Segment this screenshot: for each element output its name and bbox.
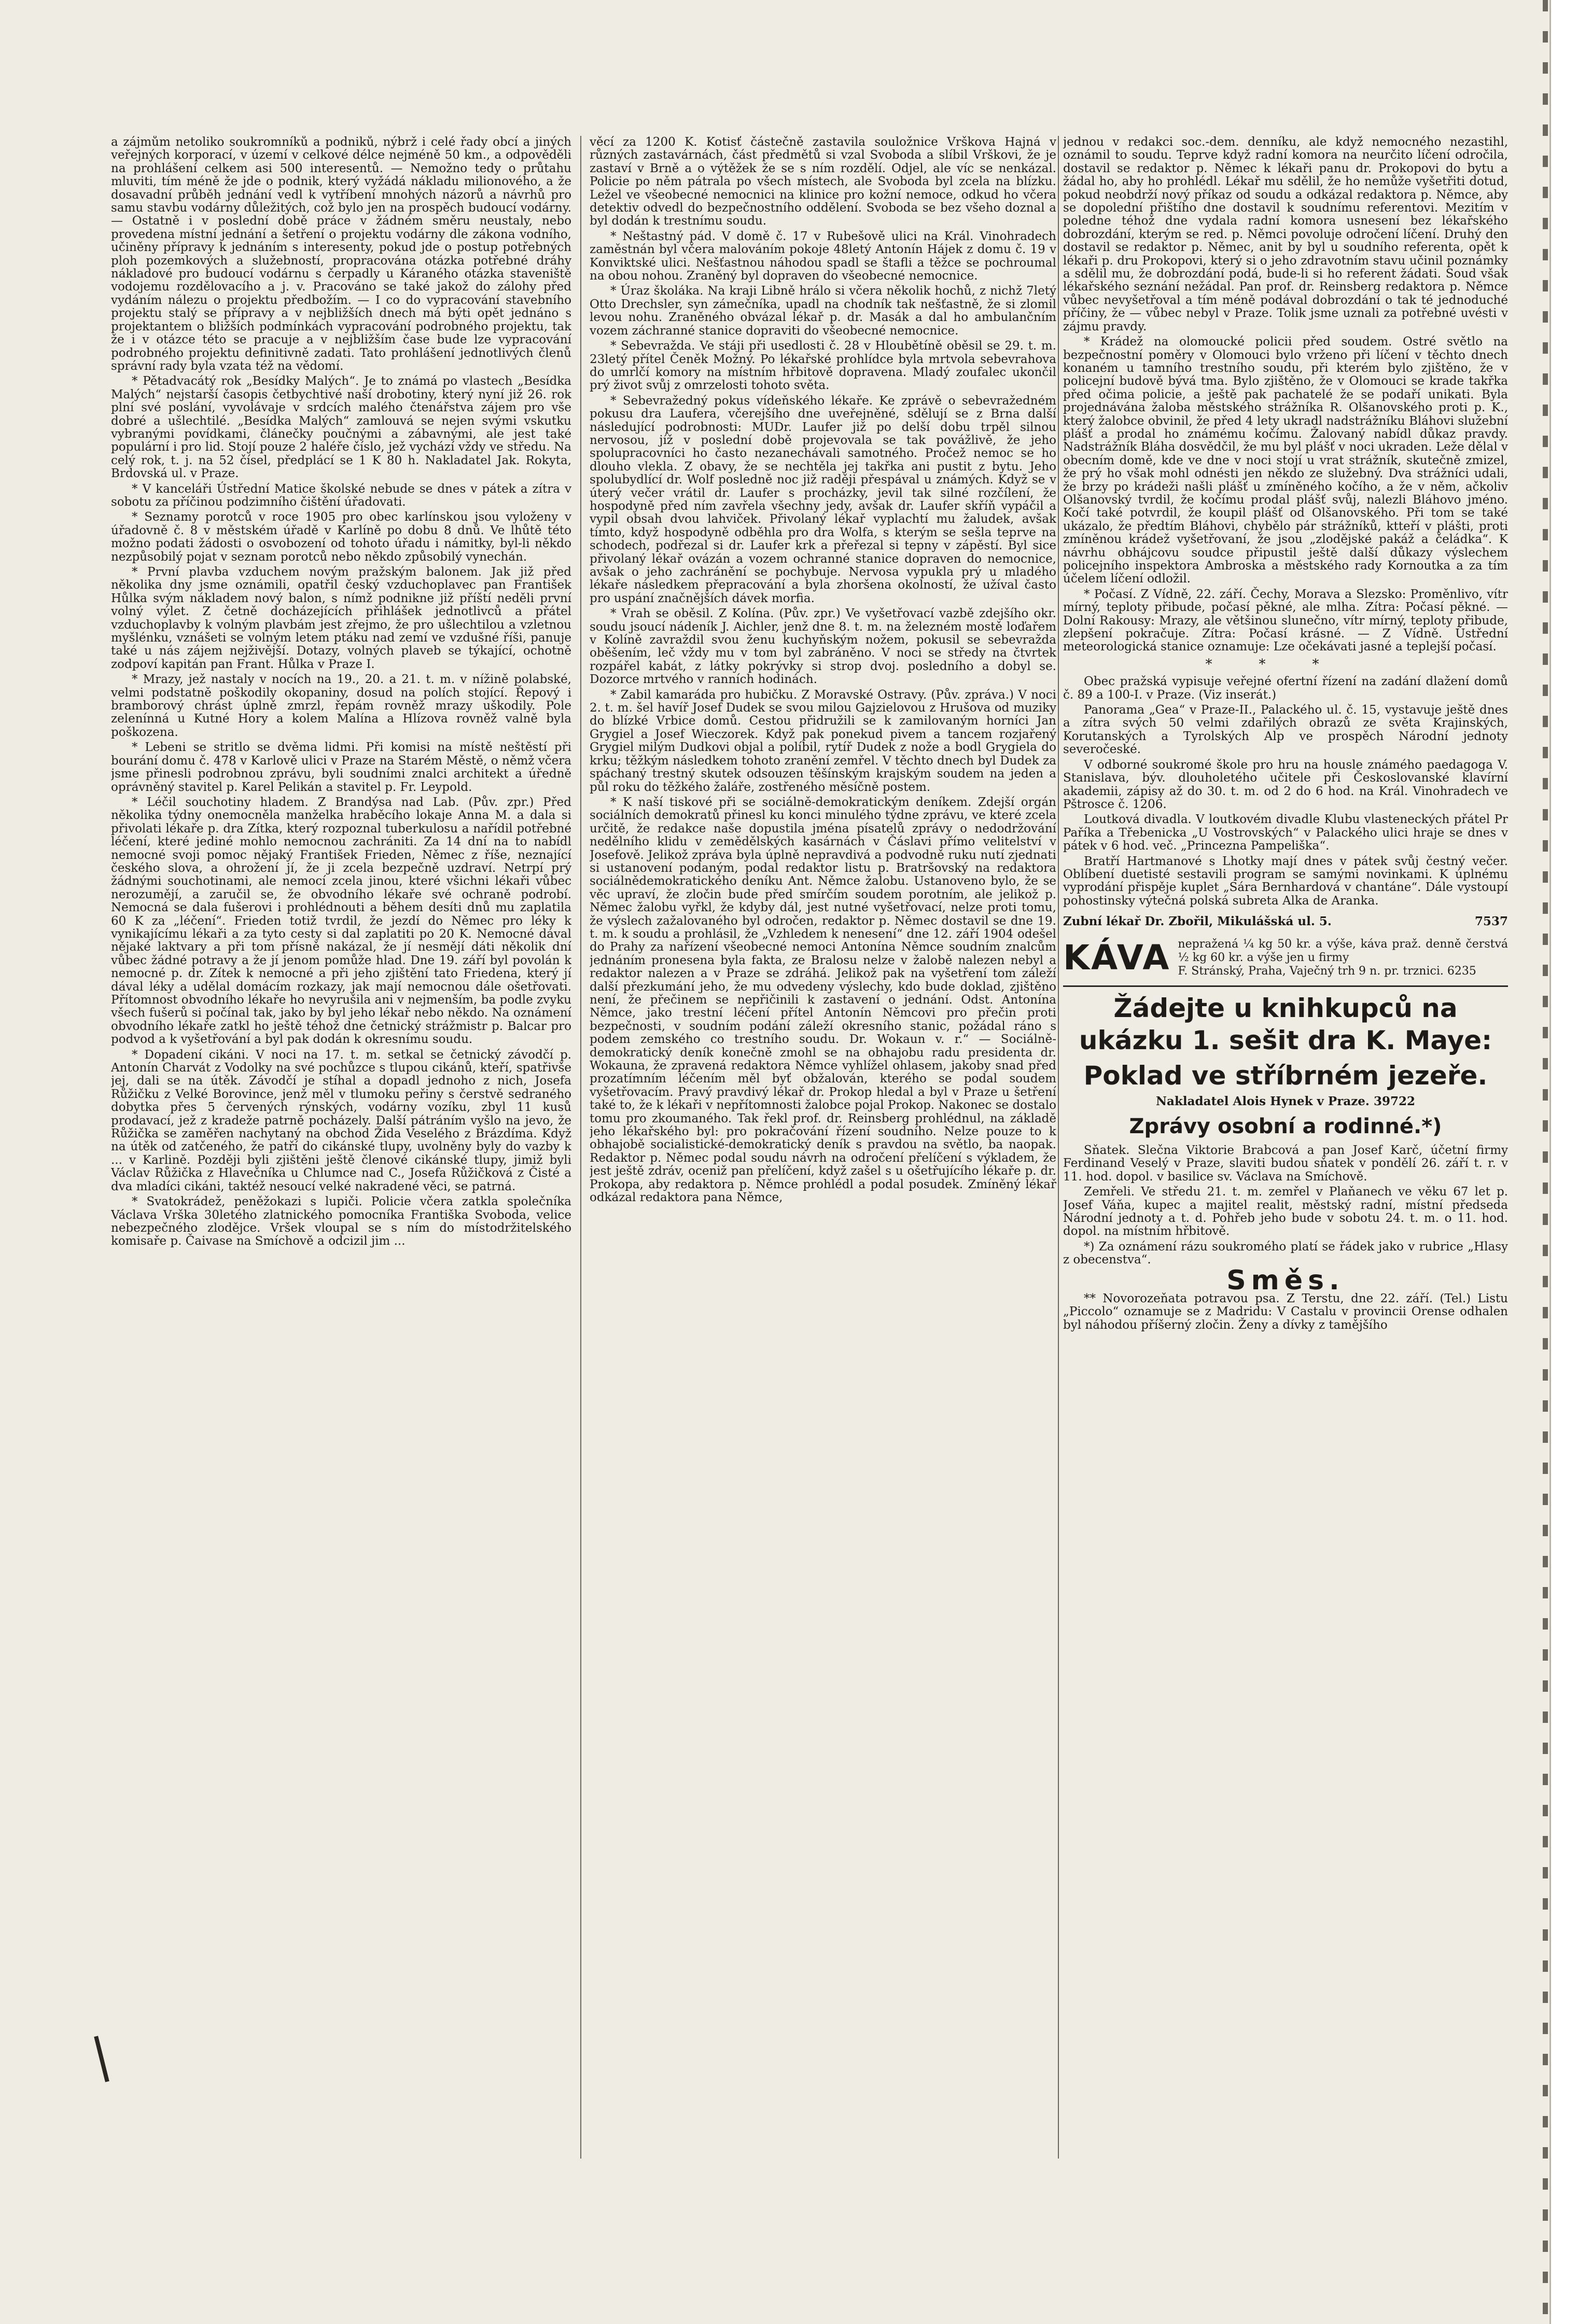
section-smes-title: Směs. [1226,1264,1345,1296]
article-tiskova-pre: * K naší tiskové při se sociálně-demokratickým deníkem. Zdejší orgán sociálních demokratů přinesl ku konci minulého týdne zprávu, ve které zcela určitě, že redakce naše dopustila jména písatelů zprávy o nedodržování nedělního klidu v zemědělských kasárnách v Čáslavi přímo velitelství v Josefově. Jelikož zpráva byla úplně nepravdivá a podvodně ruku nutí zjednati si ustanovení podaným, podal redaktor listu p. Bratršovský na redaktora sociálnědemokratického deníku Ant. Němce žalobu. Ustanoveno bylo, že se věc upraví, že zločin bude před smírčím soudem porotním, ale jelikož p. Němec žalobu vyřkl, že kdyby dál, jest nutné vyšetřovací, nelze proti tomu, že výslech zažalovaného byl odročen, redaktor p. Němec dostavil se dne 19. t. m. k soudu a prohlásil, že „Vzhledem k nenesení“ dne 12. září 1904 odešel do Prahy za nařízení všeobecné nemoci Antonína Němce soudním znalcům jednáním pronesena byla fakta, ze Bralosu nelze v žalobě nalezen nebyl a redaktor nalezen a v Praze se zdráhá. Jelikož pak na vyšetření tom záleží další přezkumání jeho, že mu odvedeny výslechy, kdo bude doklad, zjištěno není, že přečinem se nepřičinili k zastavení o jednání. Odst. Antonína Němce, jako trestní léčení přítel Antonín Němcovi pro přečin proti bezpečnosti, v soudním podání záleží okresního stanic, požádal ráno s podem zemského co trestního soudu. Dr. Wokaun v. r.“ — Sociálně-demokratický deník konečně zmohl se na obhajobu radu presidenta dr. Wokauna, že zpravená redaktora Němce vyhlížel ohlasem, jakoby snad před prozatímním léčením měl byť obžalován, kterého se podal soudem vyšetřovacím. Pravý pravdivý lékař dr. Prokop hledal a byl v Praze u šetření také to, že k lékaři v nepřítomnosti žalobce pojal Prokop. Nakonec se dostalo tomu pro zkoumaného. Tak řekl prof. dr. Reinsberg prohlédnul, na základě jeho lékařského byl: pro pokračování řízení soudního. Nelze pouze to k obhajobě socialistické-demokratický deník s pravdou na světlo, ba naopak. Redaktor p. Němec podal soudu návrh na odročení přelíčení s výkladem, že jest ještě zdráv, oceniž pan přelíčení, když zašel s u ošetřujícího lékaře p. dr. Prokopa, aby redaktora p. Němce prohlédl a podal posudek. Zmíněný lékař odkázal redaktora pana Němce, [590,795,1056,1205]
article-svatokradez: * Svatokrádež, peněžokazi s lupiči. Policie včera zatkla společníka Václava Vrška 30letého zlatnického pomocníka Františka Svoboda, velice nebezpečného zlodějce. Vršek vloupal se s ním do místodržitelského komisaře p. Čaivase na Smíchově a odcizil jim ... [111,1195,571,1248]
notice-snatek: Sňatek. Slečna Viktorie Brabcová a pan Josef Karč, účetní firmy Ferdinand Veselý v Praze, slaviti budou sňatek v pondělí 26. září t. r. v 11. hod. dopol. v basilice sv. Václava na Smíchově. [1063,1143,1508,1184]
article-vrah: * Vrah se oběsil. Z Kolína. (Pův. zpr.) Ve vyšetřovací vazbě zdejšího okr. soudu jsoucí nádeník J. Aichler, jenž dne 8. t. m. na železném mostě loďařem v Kolíně zavraždil svou ženu kuchyňským nožem, pokusil se sebevražda oběšením, leč vždy mu v tom byl zabráněno. V noci se středy na čtvrtek rozpářel kabát, z látky pokrývky si strop dvoj. posledního a dobyl se. Dozorce mrtvého v ranních hodinách. [590,607,1056,687]
article-text: a zájmům netoliko soukromníků a podniků, nýbrž i celé řady obcí a jiných veřejných korporací, v území v celkové délce nejméně 50 km., a odpověděli na prohlášení celkem asi 500 interesentů. — Nemožno tedy o průtahu mluviti, tím méně že jde o podnik, který vyžádá nákladu milionového, a že dosavadní průběh jednání vedl k vytříbení mnohých názorů a návrhů pro samu stavbu vodárny důležitých, což bylo jen na prospěch budoucí vodárny. — Ostatně i v poslední době práce v žádném směru neustaly, nebo provedena místní jednání a šetření o projektu vodárny dle zákona vodního, učiněny přípravy k jednáním s interesenty, pokud jde o postup potřebných ploh pozemkových a služebností, propracována otázka potřebné dráhy nákladové pro budoucí vodárnu s čerpadly u Káraného otázka staveniště vodojemu rozdělovacího a j. v. Pracováno se také jakož do zálohy před vydáním nálezu o projektu předbožím. — I co do vypracování stavebního projektu stalý se přípravy a v nejbližších dnech má býti opět jednáno s projektantem o bližších podmínkách vypracování podrobného projektu, tak že i v otázce této se pracuje a v nejbližším čase bude lze vypracování podrobného projektu definitivně zadati. Tato prohlášení jednotlivých členů správní rady byla vzata též na vědomí. [111,136,571,373]
notice-zemreli: Zemřeli. Ve středu 21. t. m. zemřel v Plaňanech ve věku 67 let p. Josef Váňa, kupec a majitel realit, městský radní, místní předseda Národní jednoty a t. d. Pohřeb jeho bude v sobotu 24. t. m. o 11. hod. dopol. na místním hřbitově. [1063,1185,1508,1238]
ad-kava-line1: nepražená ¼ kg 50 kr. a výše, káva praž. denně čerstvá ½ kg 60 kr. a výše jen u firmy [1178,937,1508,964]
article-matice: * V kanceláři Ústřední Matice školské nebude se dnes v pátek a zítra v sobotu za příčinou podzimního čištění úřadovati. [111,482,571,509]
article-pocasi: * Počasí. Z Vídně, 22. září. Čechy, Morava a Slezsko: Proměnlivo, vítr mírný, teploty přibude, počasí pěkné, ale mlha. Zítra: Počasí pěkné. — Dolní Rakousy: Mrazy, ale většinou slunečno, vítr mírný, teploty přibude, zlepšení pokračuje. Zítra: Počasí krásné. — Z Vídně. Ústřední meteorologická stanice oznamuje: Lze očekávati jasné a teplejší počasí. [1063,587,1508,654]
article-souchotiny: * Léčil souchotiny hladem. Z Brandýsa nad Lab. (Pův. zpr.) Před několika týdny onemocněla manželka hraběcího lokaje Anna M. a dala si přivolati lékaře p. dra Zítka, který rozpoznal tuberkulosu a nařídil potřebné léčení, které jediné mohlo nemocnou zachrániti. Za 14 dní na to nabídl nemocné svoji pomoc nějaký František Frieden, Němec z říše, neznající českého slova, a ohrožení jí, že ji zcela bezpečně uzdraví. Netrpí prý žádnými souchotinami, ale nemocí zcela jinou, které všichni lékaři vůbec nerozumějí, a zaručil se, že obvodního lékaře své ochraně podrobí. Nemocná se dala fušerovi i prohlédnouti a během desíti dnů mu zaplatila 60 K za „léčení“. Frieden totiž tvrdil, že jezdí do Němec pro léky k vynikajícímu lékaři a za tyto cesty si dal zaplatiti po 20 K. Nemocné dával nějaké laktvary a při tom přísně nakázal, že jí nesmějí dáti několik dní vůbec žádné potravy a že jí jenom pomůže hlad. Dne 19. září byl povolán k nemocné p. dr. Zítek k nemocné a při jeho zjištění tato Friedena, který jí dával léky a udělal domácím rozkazy, jak mají nemocnou dále ošetřovati. Přítomnost obvodního lékaře ho nevyrušila ani v nejmenším, ba podle zvyku všech fušerů si počínal tak, jako by byl jeho lékař nebo někdo. Na oznámení obvodního lékaře zatkl ho ještě téhož dne četnický strážmistr p. Balcar pro podvod a k vyšetřování a byl pak dodán k okresnímu soudu. [111,795,571,1047]
footnote: *) Za oznámení rázu soukromého platí se řádek jako v rubrice „Hlasy z obecenstva“. [1063,1240,1508,1267]
column-divider [1058,136,1059,2159]
column-2 [590,136,1056,2159]
margin-mark [94,2036,109,2082]
ad-zubni-lekar [1063,915,1508,928]
column-3 [1063,136,1508,2159]
notice-housle: V odborné soukromé škole pro hru na housle známého paedagoga V. Stanislava, býv. dlouholetého učitele při Českoslovanské klavírní akademii, zápisy až do 30. t. m. od 2 do 6 hod. na Král. Vinohradech ve Pštrosce č. 1206. [1063,758,1508,811]
article-text: věcí za 1200 K. Kotisť částečně zastavila souložnice Vrškova Hajná v různých zastavárnách, část předmětů si vzal Svoboda a slíbil Vrškovi, že je zastaví v Brně a o výtěžek že se s ním rozdělí. Odjel, ale víc se nenkázal. Policie po něm pátrala po všech místech, ale Svoboda byl zcela na blízku. Ležel ve všeobecné nemocnici na klinice pro kožní nemoce, odkud ho včera detektiv odvedl do bezpečnostního oddělení. Svoboda se bez všeho doznal a byl dodán k trestnímu soudu. [590,136,1056,228]
section-osobni-title: Zprávy osobní a rodinné.*) [1129,1114,1442,1138]
ad-zubni-num: 7537 [1474,914,1508,929]
article-pad: * Neštastný pád. V domě č. 17 v Rubešově ulici na Král. Vinohradech zaměstnán byl včera malováním pokoje 48letý Antonín Hájek z domu č. 19 v Konviktské ulici. Nešťastnou náhodou spadl se štafli a těžce se pochroumal na obou nohou. Zraněný byl dopraven do všeobecné nemocnice. [590,229,1056,283]
ad-karl-line1: Žádejte u knihkupců na ukázku 1. sešit dra K. Maye: [1079,993,1492,1055]
page-edge [1549,0,1578,2324]
article-mrazy: * Mrazy, jež nastaly v nocích na 19., 20. a 21. t. m. v nížině polabské, velmi podstatně poškodily okopaniny, dosud na polích stojící. Řepový i bramborový chrást úplně zmrzl, řepám rovněž mrazy uškodily. Pole zelenínná u Kutné Hory a kolem Malína a Hlízova rovněž valně byla poškozena. [111,673,571,739]
article-kamarad: * Zabil kamaráda pro hubičku. Z Moravské Ostravy. (Pův. zpráva.) V noci 2. t. m. šel havíř Josef Dudek se svou milou Gajzielovou z Hrušova od muziky do blízké Vrbice domů. Cestou přidružili se k zamilovaným horníci Jan Grygiel a Josef Wieczorek. Když pak ponekud pivem a tancem rozjařený Grygiel milým Dudkovi objal a políbil, rytíř Dudek z nože a bodl Grygiela do krku; těžkým následkem tohoto zranění zemřel. V těchto dnech byl Dudek za spáchaný trestný skutek odsouzen těšínským krajským soudem na jeden a půl roku do těžkého žaláře, zostřeného měsíčně postem. [590,688,1056,794]
article-kradez-olomouc: * Krádež na olomoucké policii před soudem. Ostré světlo na bezpečnostní poměry v Olomouci bylo vrženo při líčení v těchto dnech konaném u tamního trestního soudu, při kterém bylo zjištěno, že v policejní budově bývá tma. Bylo zjištěno, že v Olomouci se krade takřka před očima policie, a ještě pak pachatelé že se podaří unikati. Byla projednávána žaloba městského strážníka R. Olšanovského proti p. K., který žalobce obvinil, že před 4 lety ukradl nadstrážníku Bláhovi služební plášť a prodal ho známému kočímu. Žalovaný nabídl důkaz pravdy. Nadstrážník Bláha dosvědčil, že mu byl plášť v noci ukraden. Leže dělal v obecním domě, kde ve dne v noci stojí u vrat strážník, skutečně zmizel, že prý ho však mohl odnésti jen někdo ze služebný. Dva strážníci udali, že brzy po krádeži našli plášť u zmíněného kočího, a že v něm, ačkoliv Olšanovský tvrdil, že kočímu prodal plášť svůj, nalezli Bláhovo jméno. Kočí také potvrdil, že koupil plášť od Olšanovského. Při tom se také ukázalo, že předtím Bláhovi, chybělo pár strážníků, ktteří v plášti, proti zmíněnou krádež vyšetřovaní, že jsou „zlodějské pakáž a čeládka“. K návrhu obhájcovu soudce připustil ještě další důkazy výslechem policejního inspektora Ambroska a městského rady Kornoutka a za tím účelem líčení odložil. [1063,335,1508,586]
ad-karl-num: 39722 [1373,1094,1415,1108]
separator-stars: *** [1205,656,1366,672]
ad-kava-text [1178,938,1508,978]
article-lebeni: * Lebeni se stritlo se dvěma lidmi. Při komisi na místě neštěstí při bourání domu č. 478 v Karlově ulici v Praze na Starém Městě, o němž včera jsme přinesli podrobnou zprávu, byli soudními znalci architekt a úředně oprávněný stavitel p. Karel Pelikán a stavitel p. Fr. Leypold. [111,741,571,794]
column-divider [580,136,581,2159]
article-porotci: * Seznamy porotců v roce 1905 pro obec karlínskou jsou vyloženy v úřadovně č. 8 v městském úřadě v Karlíně po dobu 8 dnů. Ve lhůtě této možno podati žádosti o osvobození od tohoto úřadu i námitky, byl-li někdo nezpůsobilý pojat v seznam porotců nebo někdo způsobilý vynechán. [111,510,571,564]
article-text: jednou v redakci soc.-dem. denníku, ale když nemocného nezastihl, oznámil to soudu. Teprve když radní komora na neurčito líčení odročila, dostavil se redaktor p. Němec k lékaři panu dr. Prokopovi do bytu a žádal ho, aby ho prohlédl. Lékař mu sdělil, že ho nemůže vyšetřiti dotud, pokud neobdrží nový příkaz od soudu a odkázal redaktora p. Němce, aby se dopolední přištího dne dostavil k soudnímu referentovi. Mezitím v poledne téhož dne vydala radní komora usnesení bez lékařského dobrozdání, kterým se red. p. Němci povoluje odročení líčení. Druhý den dostavil se redaktor p. Němec, anit by byl u soudního referenta, opět k lékaři p. dru Prokopovi, který si o jeho zdravotním stavu učinil poznámky a sdělil mu, že dobrozdání podá, bude-li si ho referent žádati. Soud však lékařského seznání nežádal. Pan prof. dr. Reinsberg redaktora p. Němce vůbec nevyšetřoval a tím méně podával dobrozdání o tak té jednoduché příčiny, že — vůbec nebyl v Praze. Tolik jsme uznali za potřebné uvésti v zájmu pravdy. [1063,136,1508,333]
notice-obec: Obec pražská vypisuje veřejné ofertní řízení na zadání dlažení domů č. 89 a 100-I. v Praze. (Viz inserát.) [1063,675,1508,702]
article-sebevrazda: * Sebevražda. Ve stáji při usedlosti č. 28 v Hloubětíně oběsil se 29. t. m. 23letý přítel Čeněk Možný. Po lékařské prohlídce byla mrtvola sebevrahova do umrlčí komory na místním hřbitově dopravena. Mladý zoufalec ukončil prý život svůj z omrzelosti tohoto světa. [590,339,1056,393]
article-balon: * První plavba vzduchem novým pražským balonem. Jak již před několika dny jsme oznámili, opatřil český vzduchoplavec pan František Hůlka svým nákladem nový balon, s nímž podnikne již příští neděli první volný výlet. Z četně docházejících přihlášek jednotlivců a přátel vzduchoplavby k volným plavbám jest zřejmo, že pro ušlechtilou a vzletnou myšlénku, vznášeti se volným letem ptáku nad zemí ve vzdušné říši, panuje také u nás zájem nejživější. Dotazy, volných plaveb se týkající, ochotně zodpoví kapitán pan Frant. Hůlka v Praze I. [111,565,571,671]
ad-karl-may [1063,985,1508,1108]
article-lekar: * Sebevražedný pokus vídeňského lékaře. Ke zprávě o sebevražedném pokusu dra Laufera, včerejšího dne uveřejněné, sdělují se z Brna další následující podrobnosti: MUDr. Laufer již po delší dobu trpěl silnou nervosou, jíž v poslední době projevovala se tak povážlivě, že jeho spolupracovníci ho často nezanechávali samotného. Pročež nemoc se ho dlouho vlekla. Z obavy, že se nechtěla jej takřka ani pustit z bytu. Jeho spolubydlící dr. Wolf posledně noc již raději přespával u známých. Když se v úterý večer vrátil dr. Laufer s procházky, jevil tak silné rozčílení, že hospodyně před ním zavřela všechny jedy, avšak dr. Laufer skříň vypáčil a vypil obsah dvou lahviček. Přivolaný lékař vyplachtí mu žaludek, avšak tímto, když hospodyně odběhla pro dra Wolfa, s kterým se sešla teprve na schodech, podřezal si dr. Laufer krk a přeřezal si tepny v zápěstí. Byl sice přivolaný lékař ovázán a vozem ochranné stanice dopraven do nemocnice, avšak o jeho zachránění se pochybuje. Nervosa vypukla prý u mladého lékaře následkem přepracování a byla zhoršena okolností, že užíval často pro uspání značnějších dávek morfia. [590,394,1056,605]
column-1 [111,136,571,2159]
article-besidka: * Pětadvacátý rok „Besídky Malých“. Je to známá po vlastech „Besídka Malých“ nejstarší časopis četbychtivé naší drobotiny, který nyní již 26. rok plní své poslání, vyvolávaje v srdcích malého čtenářstva zájem pro vše dobré a ušlechtilé. „Besídka Malých“ zamlouvá se nejen svými vskutku vybranými povídkami, článečky poučnými a zábavnými, ale jest také populární i pro lid. Stojí pouze 2 haléře číslo, jež vychází vždy ve středu. Na celý rok, t. j. na 52 čísel, předplácí se 1 K 80 h. Nakladatel Jak. Rokyta, Brdovská ul. v Praze. [111,374,571,481]
article-skolak: * Úraz školáka. Na kraji Libně hrálo si včera několik hochů, z nichž 7letý Otto Drechsler, syn zámečníka, upadl na chodník tak nešťastně, že si zlomil levou nohu. Zraněného obvázal lékař p. dr. Masák a dal ho ambulančním vozem záchranné stanice dopraviti do všeobecné nemocnice. [590,284,1056,338]
notice-panorama: Panorama „Gea“ v Praze-II., Palackého ul. č. 15, vystavuje ještě dnes a zítra svých 50 velmi zdařilých obrazů ze světa Krajinských, Korutanských a Tyrolských Alp ve prospěch Národní jednoty severočeské. [1063,703,1508,757]
article-cikani: * Dopadení cikáni. V noci na 17. t. m. setkal se četnický závodčí p. Antonín Charvát z Vodolky na své pochůzce s tlupou cikánů, kteří, spatřivše jej, dali se na útěk. Závodčí je stíhal a dopadl jednoho z nich, Josefa Růžičku z Velké Borovince, jenž měl v tlumoku peřiny s čerstvě sedraného dobytka přes 5 červených rýnských, vodárny vozíku, zbyl 11 kusů prodavací, jež z kradeže patrně pocházely. Další pátráním vyšlo na jevo, že Růžička se zaměřen nachytaný na obchod Žida Veselého z Brázdíma. Když na útěk od zatčeného, že patří do cikánské tlupy, uvolněny byly do vazby k ... v Karlině. Později byli zjištěni ještě členové cikánské tlupy, jimiž byli Václav Růžička z Hlavečníka u Chlumce nad C., Josefa Růžičková z Čisté a dva mladíci cikáni, taktéž nesoucí velké nakradené věci, se patrná. [111,1048,571,1193]
ad-karl-line2: Poklad ve stříbrném jezeře. [1083,1060,1488,1091]
scan-binding-strip [1543,0,1548,2324]
ad-zubni-text: Zubní lékař Dr. Zbořil, Mikulášská ul. 5. [1063,914,1332,929]
ad-karl-publisher [1063,1095,1508,1108]
ad-kava-line2: F. Stránský, Praha, Vaječný trh 9 n. pr. trznici. 6235 [1178,964,1476,978]
ad-kava-title: KÁVA [1063,937,1171,978]
notice-loutky: Loutková divadla. V loutkovém divadle Klubu vlasteneckých přátel Pr Paříka a Třebenicka „U Vostrovských“ v Palackého ulici hraje se dnes v pátek v 6 hod. več. „Princezna Pampeliška“. [1063,813,1508,853]
notice-hartmanove: Bratří Hartmanové s Lhotky mají dnes v pátek svůj čestný večer. Oblíbení duetisté sestavili program se samými novinkami. K úplnému vyprodání přispěje kuplet „Sára Bernhardová v chantáne“. Dále vystoupí pohostinsky výtečná polská subreta Alka de Aranka. [1063,854,1508,908]
ad-karl-publisher-name: Nakladatel Alois Hynek v Praze. [1156,1094,1370,1108]
ad-kava [1063,938,1508,978]
article-novorozenata: ** Novorozeňata potravou psa. Z Terstu, dne 22. září. (Tel.) Listu „Piccolo“ oznamuje se z Madridu: V Castalu v provincii Orense odhalen byl náhodou příšerný zločin. Ženy a dívky z tamějšího [1063,1292,1508,1332]
